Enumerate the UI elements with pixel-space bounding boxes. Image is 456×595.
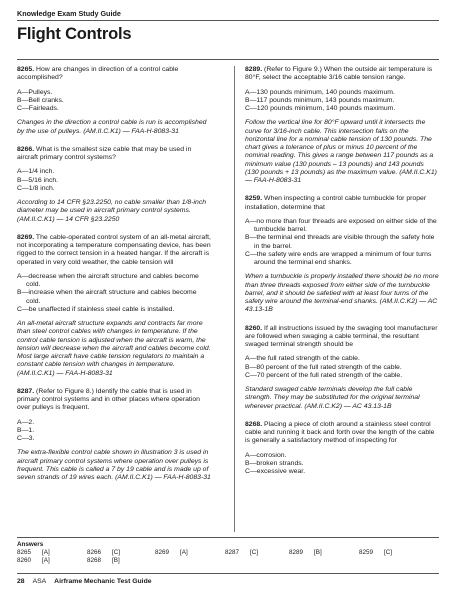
- question-stem: [17, 66, 211, 83]
- question-stem: [17, 146, 211, 163]
- answer-key-number: 8289: [289, 549, 304, 556]
- question-number: 8287.: [17, 387, 35, 395]
- answer-key-heading: Answers: [17, 541, 44, 548]
- answer-option: A—2.: [17, 418, 35, 426]
- answer-key-value: [C]: [112, 549, 121, 556]
- question-number: 8269.: [17, 233, 35, 241]
- answer-option: C—be unaffected if stainless steel cable is installed.: [17, 305, 175, 313]
- question-block: [17, 146, 211, 224]
- answer-option: B—80 percent of the full rated strength of the cable.: [245, 363, 402, 371]
- question-text: If all instructions issued by the swaging tool manufacturer are followed when swaging a cable terminal, the resultant swaged terminal strength should be: [245, 324, 438, 348]
- answer-key-number: 8287: [225, 549, 240, 556]
- answer-key-number: 8269: [155, 549, 170, 556]
- answer-key-number: 8266: [87, 549, 102, 556]
- answer-option: B—1.: [17, 426, 35, 434]
- question-stem: [245, 325, 439, 350]
- question-block: [245, 325, 439, 411]
- question-stem: [17, 234, 211, 267]
- explanation: The extra-flexible control cable shown in illustration 3 is used in aircraft primary control systems where operation over pulleys is frequent. This cable is called a 7 by 19 cable and is made up of seven strands of 19 wires each. (AM.II.C.K1) — FAA-H-8083-31: [17, 449, 211, 481]
- answer-key-number: 8265: [17, 549, 32, 556]
- answer-key-row: [17, 549, 439, 557]
- answers-rule: [17, 537, 439, 538]
- answer-option: A—no more than four threads are exposed on either side of the turnbuckle barrel.: [245, 217, 437, 233]
- column-divider: [234, 66, 235, 532]
- answer-key-value: [C]: [250, 549, 259, 556]
- question-block: [245, 195, 439, 314]
- explanation: Standard swaged cable terminals develop the full cable strength. They may be substituted for the original terminal wherever practical. (AM.II.C.K2) — AC 43.13-1B: [245, 386, 420, 410]
- answer-key-number: 8268: [87, 557, 102, 564]
- answer-option: A—decrease when the aircraft structure and cables become cold.: [17, 272, 199, 288]
- question-number: 8268.: [245, 420, 263, 428]
- left-column: [17, 66, 211, 492]
- answer-key-row: [17, 557, 439, 565]
- question-number: 8259.: [245, 195, 263, 203]
- question-stem: [245, 421, 439, 446]
- question-stem: [17, 388, 211, 413]
- question-text: The cable-operated control system of an all-metal aircraft, not incorporating a temperature compensating device, has been rigged to the correct tension in a heated hangar. If the aircraft is operated in very cold weather, the cable tension will: [17, 233, 211, 266]
- answer-option: A—1/4 inch.: [17, 168, 55, 176]
- question-text: What is the smallest size cable that may be used in aircraft primary control systems?: [17, 145, 192, 161]
- question-number: 8289.: [245, 66, 263, 73]
- right-column: [245, 66, 439, 486]
- answer-option: C—3.: [17, 435, 35, 442]
- question-number: 8265.: [17, 66, 35, 73]
- footer-rule: [17, 573, 439, 574]
- question-text: (Refer to Figure 8.) Identify the cable that is used in primary control systems and in other places where operation over pulleys is frequent.: [17, 387, 200, 412]
- question-stem: [245, 66, 439, 83]
- question-text: Placing a piece of cloth around a stainless steel control cable and running it back and forth over the length of the cable is generally a satisfactory method of inspecting for: [245, 420, 435, 445]
- question-block: [17, 388, 211, 483]
- question-text: How are changes in direction of a control cable accomplished?: [17, 66, 179, 82]
- question-block: [245, 66, 439, 185]
- question-number: 8260.: [245, 324, 263, 332]
- explanation: Changes in the direction a control cable is run is accomplished by the use of pulleys. (AM.II.C.K1) — FAA-H-8083-31: [17, 119, 207, 135]
- answer-option: B—increase when the aircraft structure and cables become cold.: [17, 289, 197, 305]
- answer-option: A—corrosion.: [245, 451, 287, 459]
- explanation: Follow the vertical line for 80°F upward until it intersects the curve for 3/16-inch cable. This intersection falls on the horizontal line for a nominal cable tension of 130 pounds. The chart gives a tolerance of plus or minus 10 percent of the nominal reading. This gives a range between 117 pounds as a minimum value (130 pounds – 13 pounds) and 143 pounds (130 pounds + 13 pounds) as the maximum value. (AM.II.C.K1) — FAA-H-8083-31: [245, 119, 437, 184]
- answer-option: A—the full rated strength of the cable.: [245, 355, 360, 363]
- answer-key-value: [A]: [42, 557, 50, 564]
- explanation: According to 14 CFR §23.2250, no cable smaller than 1/8-inch diameter may be used in aircraft primary control systems. (AM.II.C.K1) — 14 CFR §23.2250: [17, 199, 207, 223]
- question-text: When inspecting a control cable turnbuckle for proper installation, determine that: [245, 195, 427, 211]
- answer-key-value: [A]: [42, 549, 50, 556]
- answer-option: C—Fairleads.: [17, 105, 59, 112]
- answer-key-value: [A]: [180, 549, 188, 556]
- answer-option: C—70 percent of the full rated strength of the cable.: [245, 371, 403, 379]
- answer-key-value: [C]: [384, 549, 393, 556]
- running-head: Knowledge Exam Study Guide: [17, 9, 121, 18]
- question-number: 8266.: [17, 145, 35, 153]
- page-footer: [17, 578, 152, 585]
- answer-key-value: [B]: [314, 549, 322, 556]
- explanation: When a turnbuckle is properly installed there should be no more than three threads exposed from either side of the turnbuckle barrel, and it should be safetied with at least four turns of the safety wire around the terminal-end shanks. (AM.II.C.K2) — AC 43.13-1B: [245, 273, 439, 314]
- answer-key-value: [B]: [112, 557, 120, 564]
- answer-option: C—the safety wire ends are wrapped a minimum of four turns around the terminal end shanks.: [245, 250, 432, 266]
- answer-option: B—the terminal end threads are visible through the safety hole in the barrel.: [245, 234, 435, 250]
- answer-option: C—excessive wear.: [245, 468, 306, 475]
- answer-key: [17, 541, 439, 565]
- answer-option: B—117 pounds minimum, 143 pounds maximum.: [245, 96, 395, 104]
- publisher: ASA: [32, 578, 47, 585]
- header-rule: [17, 20, 439, 21]
- answer-option: B—Bell cranks.: [17, 96, 64, 104]
- question-block: [245, 421, 439, 477]
- page-title: Flight Controls: [17, 25, 132, 43]
- answer-key-number: 8259: [359, 549, 374, 556]
- answer-option: A—Pulleys.: [17, 88, 53, 96]
- title-rule: [17, 59, 439, 60]
- explanation: An all-metal aircraft structure expands and contracts far more than steel control cables with changes in temperature. If the control cable tension is adjusted when the aircraft is warm, the tension will decrease when the aircraft and cables become cold. Most large aircraft have cable tension regulators to maintain a constant cable tension with changes in temperature. (AM.II.C.K1) — FAA-H-8083-31: [17, 320, 211, 377]
- question-block: [17, 66, 211, 136]
- answer-option: B—5/16 inch.: [17, 176, 59, 184]
- answer-option: C—120 pounds minimum, 140 pounds maximum.: [245, 105, 396, 112]
- question-block: [17, 234, 211, 378]
- page-number: 28: [17, 578, 25, 585]
- question-stem: [245, 195, 439, 212]
- answer-option: B—broken strands.: [245, 459, 304, 467]
- answer-key-number: 8260: [17, 557, 32, 564]
- book-title: Airframe Mechanic Test Guide: [54, 578, 152, 585]
- answer-option: C—1/8 inch.: [17, 184, 55, 192]
- question-text: (Refer to Figure 9.) When the outside air temperature is 80°F, select the acceptable 3/16 cable tension range.: [245, 66, 433, 82]
- answer-option: A—130 pounds minimum, 140 pounds maximum.: [245, 88, 395, 96]
